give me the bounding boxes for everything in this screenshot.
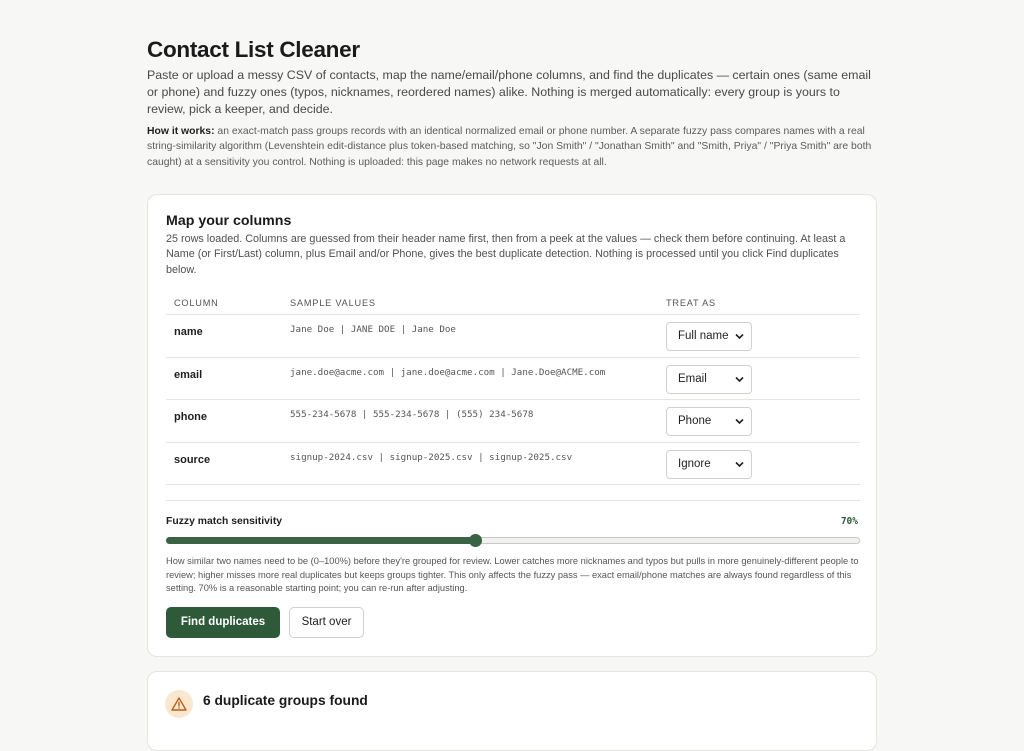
chevron-down-icon (735, 451, 744, 489)
chevron-down-icon (735, 323, 744, 361)
intro-text: Paste or upload a messy CSV of contacts, map the name/email/phone columns, and find the duplicates — certain ones (same email or phone) and fuzzy ones (typos, nicknames, reordered names) alike. Nothing is merged automatically: every group is yours to review, pick a keeper, and decide. (147, 68, 871, 116)
table-row (166, 358, 860, 401)
chevron-down-icon (735, 408, 744, 446)
treat-as-select-name[interactable] (666, 322, 752, 351)
table-header (166, 291, 860, 315)
results-card (147, 671, 877, 751)
slider-thumb[interactable] (469, 534, 482, 547)
column-name: name (174, 326, 203, 338)
start-over-button[interactable]: Start over (289, 607, 364, 638)
sensitivity-value: 70% (840, 516, 858, 527)
warning-icon (165, 690, 193, 718)
table-row (166, 315, 860, 358)
table-row (166, 400, 860, 443)
how-it-works-text: an exact-match pass groups records with an identical normalized email or phone number. A separate fuzzy pass compares names with a real string-similarity algorithm (Levenshtein edit-distance plus token-based matching, so "Jon Smith" / "Jonathan Smith" and "Smith, Priya" / "Priya Smith" are both caught) at a sensitivity you control. Nothing is uploaded: this page makes no network requests at all. (147, 126, 872, 168)
chevron-down-icon (735, 366, 744, 404)
treat-as-select-email[interactable] (666, 365, 752, 394)
sample-values: Jane Doe | JANE DOE | Jane Doe (290, 324, 456, 335)
map-columns-title: Map your columns (166, 213, 292, 229)
sensitivity-slider[interactable] (166, 534, 860, 546)
results-title: 6 duplicate groups found (203, 693, 368, 708)
column-mapping-table (166, 291, 860, 485)
map-columns-description: 25 rows loaded. Columns are guessed from their header name first, then from a peek at the values — check them before continuing. At least a Name (or First/Last) column, plus Email and/or Phone, gives the best duplicate detection. Nothing is processed until you click Find duplicates below. (166, 233, 846, 276)
page-title: Contact List Cleaner (147, 37, 360, 62)
sensitivity-help: How similar two names need to be (0–100%) before they're grouped for review. Lower catches more nicknames and typos but pulls in more genuinely-different people to review; higher misses more real duplicates but keeps groups tighter. This only affects the fuzzy pass — exact email/phone matches are always found regardless of this setting. 70% is a reasonable starting point; you can re-run after adjusting. (166, 556, 859, 594)
table-row (166, 443, 860, 486)
how-it-works (147, 124, 877, 170)
sample-values: jane.doe@acme.com | jane.doe@acme.com | Jane.Doe@ACME.com (290, 366, 606, 378)
treat-as-value: Ignore (678, 457, 711, 470)
header-column: COLUMN (174, 298, 219, 308)
map-columns-card (147, 194, 877, 657)
header-sample-values: SAMPLE VALUES (290, 298, 376, 308)
treat-as-value: Email (678, 372, 707, 385)
find-duplicates-button[interactable]: Find duplicates (166, 607, 280, 638)
treat-as-value: Phone (678, 415, 712, 427)
column-name: phone (174, 411, 207, 423)
sample-values: 555-234-5678 | 555-234-5678 | (555) 234-5678 (290, 409, 534, 420)
header-treat-as: TREAT AS (666, 298, 716, 308)
sample-values: signup-2024.csv | signup-2025.csv | signup-2025.csv (290, 451, 573, 463)
treat-as-select-source[interactable] (666, 450, 752, 479)
column-name: email (174, 368, 203, 381)
treat-as-select-phone[interactable] (666, 407, 752, 436)
how-it-works-label: How it works: (147, 126, 215, 137)
treat-as-value: Full name (678, 330, 729, 342)
slider-fill (166, 537, 475, 544)
sensitivity-label: Fuzzy match sensitivity (166, 516, 283, 527)
divider (166, 500, 860, 501)
column-name: source (174, 453, 211, 466)
